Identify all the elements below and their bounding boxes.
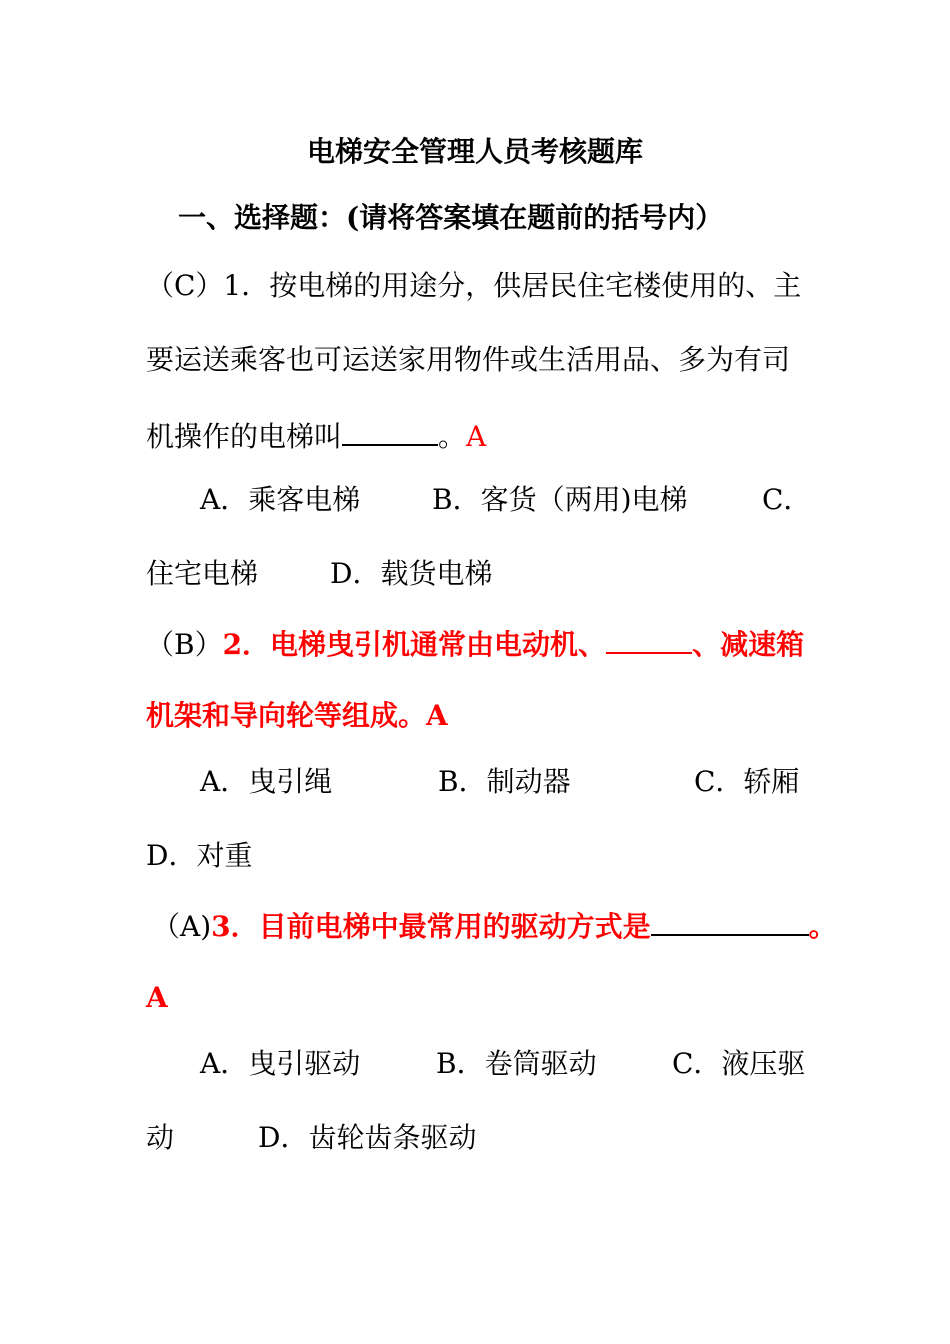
q1-answer-blank bbox=[342, 414, 438, 446]
q1-answer-mark: A bbox=[466, 420, 487, 453]
q1-option-d: D．载货电梯 bbox=[330, 557, 493, 590]
q3-option-b: B．卷筒驱动 bbox=[436, 1047, 597, 1080]
q1-line-3-text: 机操作的电梯叫 bbox=[146, 420, 343, 453]
q2-option-b: B．制动器 bbox=[438, 765, 571, 798]
q3-line-1 bbox=[152, 904, 837, 947]
q3-option-a: A．曳引驱动 bbox=[200, 1047, 361, 1080]
q2-answer: （B） bbox=[146, 628, 223, 661]
q3-answer: （A) bbox=[152, 910, 212, 943]
q3-answer-blank bbox=[651, 904, 809, 936]
q2-option-c: C．轿厢 bbox=[694, 765, 800, 798]
q2-text-1: 2．电梯曳引机通常由电动机、 bbox=[222, 628, 607, 661]
q1-period: 。 bbox=[438, 420, 467, 453]
page-title: 电梯安全管理人员考核题库 bbox=[306, 135, 643, 168]
q1-option-c: C． bbox=[762, 483, 812, 516]
q1-option-a: A．乘客电梯 bbox=[200, 483, 361, 516]
q3-option-d: D．齿轮齿条驱动 bbox=[258, 1121, 477, 1154]
q3-period: 。 bbox=[808, 910, 837, 943]
q3-text-1: 3．目前电梯中最常用的驱动方式是 bbox=[211, 910, 651, 943]
q2-answer-blank bbox=[606, 622, 692, 654]
q3-option-c: C．液压驱 bbox=[672, 1047, 806, 1080]
q1-line-3 bbox=[146, 414, 486, 457]
q1-option-b: B．客货（两用)电梯 bbox=[432, 483, 688, 516]
q3-option-c-continued: 动 bbox=[146, 1121, 175, 1154]
q2-line-1 bbox=[146, 622, 804, 665]
q1-line-1: （C）1．按电梯的用途分，供居民住宅楼使用的、主 bbox=[146, 269, 802, 302]
q3-answer-mark: A bbox=[146, 981, 168, 1014]
q1-line-2: 要运送乘客也可运送家用物件或生活用品、多为有司 bbox=[146, 343, 791, 376]
q2-line-2: 机架和导向轮等组成。A bbox=[146, 699, 448, 732]
q2-option-d: D．对重 bbox=[146, 839, 253, 872]
q2-text-1b: 、减速箱 bbox=[692, 628, 805, 661]
q1-option-c-continued: 住宅电梯 bbox=[146, 557, 259, 590]
section-heading: 一、选择题：(请将答案填在题前的括号内） bbox=[178, 201, 724, 234]
q2-option-a: A．曳引绳 bbox=[200, 765, 333, 798]
